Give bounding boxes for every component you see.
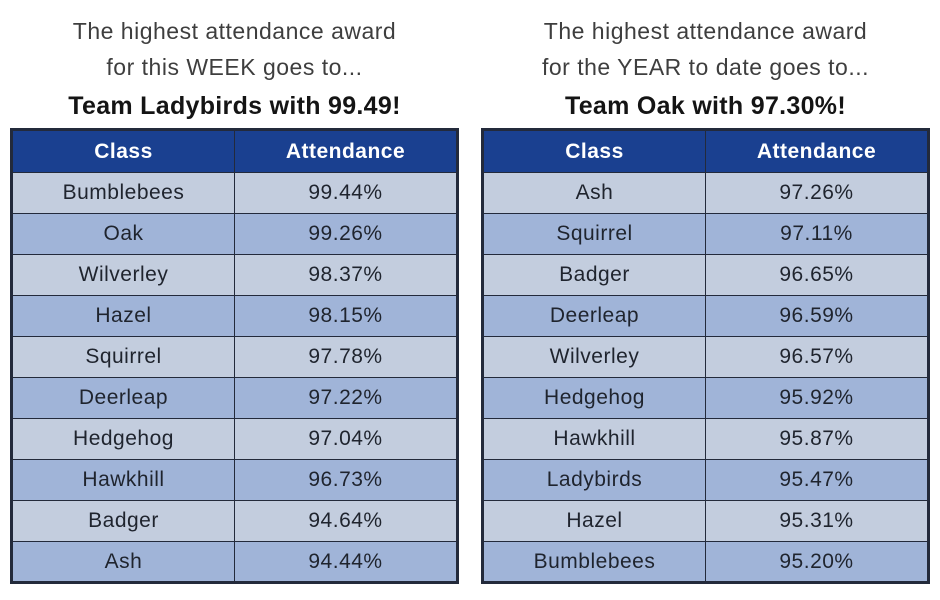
year-heading-line1: The highest attendance award [543,18,868,44]
table-row [483,214,929,255]
table-row [12,173,458,214]
class-cell: Squirrel [483,214,706,255]
week-heading-line2: for this WEEK goes to... [106,53,363,80]
class-cell: Wilverley [483,337,706,378]
table-row [483,173,929,214]
class-cell: Hedgehog [483,378,706,419]
attendance-column-header: Attendance [706,130,929,173]
class-cell: Badger [483,255,706,296]
year-winner-line: Team Oak with 97.30%! [565,92,846,121]
attendance-cell: 95.47% [706,460,929,501]
class-cell: Hedgehog [12,419,235,460]
class-cell: Hazel [12,296,235,337]
year-heading-line2: for the YEAR to date goes to... [541,53,870,80]
class-cell: Wilverley [12,255,235,296]
table-row [483,501,929,542]
attendance-cell: 95.92% [706,378,929,419]
week-panel [10,8,459,592]
class-cell: Hawkhill [12,460,235,501]
table-row [12,296,458,337]
table-row [12,255,458,296]
class-cell: Deerleap [483,296,706,337]
class-column-header: Class [483,130,706,173]
class-cell: Ash [483,173,706,214]
table-row [483,419,929,460]
class-cell: Ladybirds [483,460,706,501]
table-row [12,337,458,378]
class-cell: Bumblebees [12,173,235,214]
attendance-cell: 96.57% [706,337,929,378]
class-column-header: Class [12,130,235,173]
attendance-cell: 98.15% [235,296,458,337]
table-header-row [483,130,929,173]
class-cell: Hazel [483,501,706,542]
class-cell: Oak [12,214,235,255]
table-row [12,501,458,542]
attendance-column-header: Attendance [235,130,458,173]
table-row [12,378,458,419]
attendance-cell: 97.78% [235,337,458,378]
week-winner-line: Team Ladybirds with 99.49! [68,92,401,121]
class-cell: Badger [12,501,235,542]
table-row [483,296,929,337]
table-row [483,542,929,583]
table-row [483,460,929,501]
table-row [12,542,458,583]
week-heading-line1: The highest attendance award [72,18,397,44]
attendance-cell: 95.31% [706,501,929,542]
attendance-cell: 96.65% [706,255,929,296]
attendance-cell: 94.64% [235,501,458,542]
table-row [483,378,929,419]
table-row [12,419,458,460]
year-attendance-table [481,128,930,584]
week-attendance-table [10,128,459,584]
class-cell: Hawkhill [483,419,706,460]
year-panel [481,8,930,592]
attendance-cell: 96.59% [706,296,929,337]
table-row [12,460,458,501]
class-cell: Bumblebees [483,542,706,583]
week-heading [10,8,459,128]
class-cell: Deerleap [12,378,235,419]
attendance-cell: 96.73% [235,460,458,501]
class-cell: Squirrel [12,337,235,378]
class-cell: Ash [12,542,235,583]
year-heading [481,8,930,128]
attendance-cell: 98.37% [235,255,458,296]
attendance-cell: 97.22% [235,378,458,419]
attendance-cell: 97.26% [706,173,929,214]
attendance-cell: 95.20% [706,542,929,583]
attendance-cell: 95.87% [706,419,929,460]
attendance-cell: 97.11% [706,214,929,255]
table-header-row [12,130,458,173]
attendance-cell: 99.44% [235,173,458,214]
table-row [12,214,458,255]
attendance-cell: 94.44% [235,542,458,583]
attendance-cell: 99.26% [235,214,458,255]
table-row [483,255,929,296]
attendance-cell: 97.04% [235,419,458,460]
table-row [483,337,929,378]
